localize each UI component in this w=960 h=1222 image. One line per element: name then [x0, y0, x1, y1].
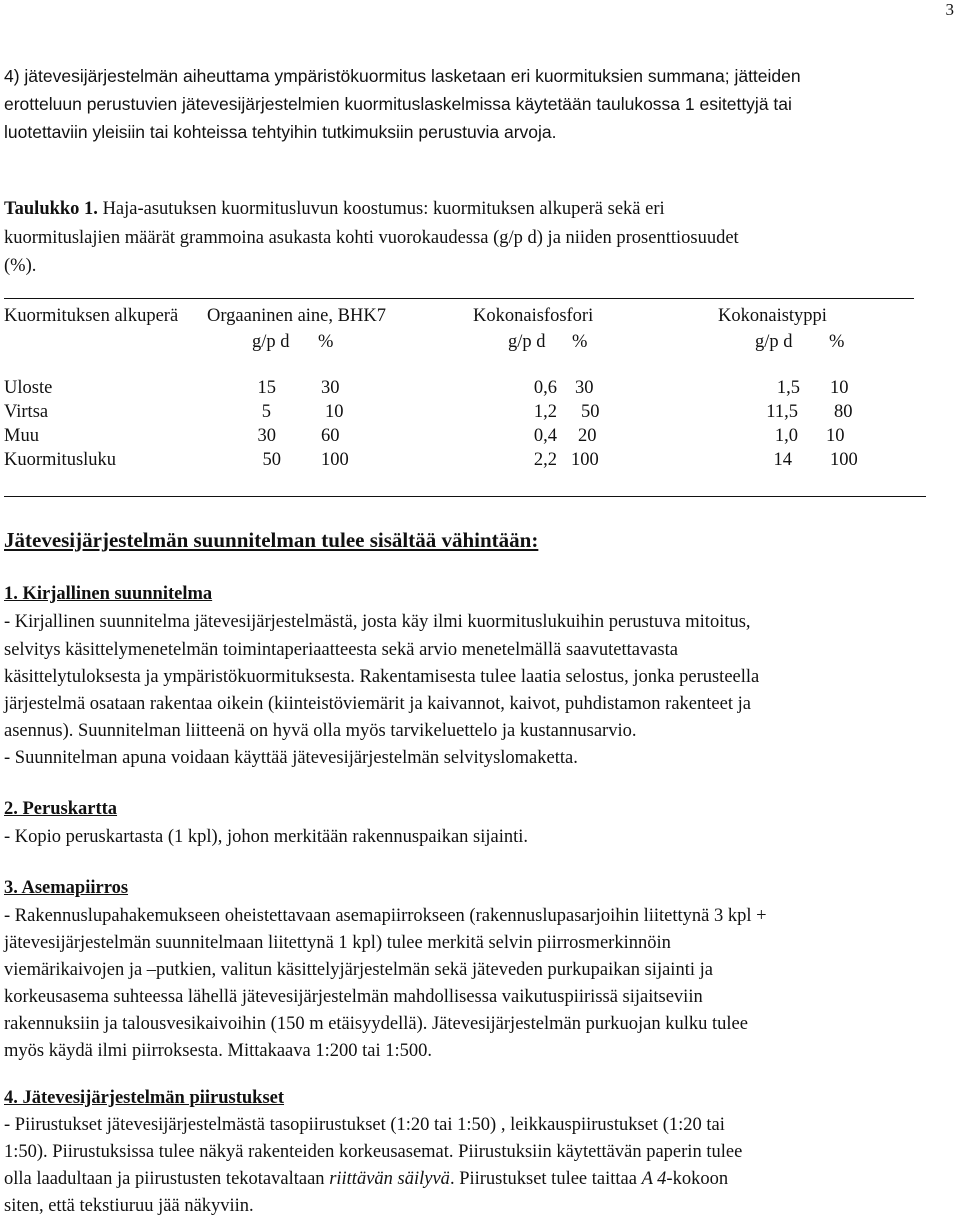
row-label: Uloste	[4, 378, 53, 398]
unit-phosphorus-gpd: g/p d	[508, 332, 546, 352]
row-organic-gpd: 15	[257, 378, 276, 398]
row-organic-pct: 10	[325, 402, 344, 422]
unit-organic-pct: %	[318, 332, 334, 352]
row-phosphorus-pct: 100	[571, 450, 599, 470]
row-organic-gpd: 50	[262, 450, 281, 470]
row-nitrogen-pct: 80	[834, 402, 853, 422]
s2-line: - Kopio peruskartasta (1 kpl), johon merkitään rakennuspaikan sijainti.	[4, 827, 529, 847]
s1-title: 1. Kirjallinen suunnitelma	[4, 584, 213, 604]
s4-line: 1:50). Piirustuksissa tulee näkyä rakenteiden korkeusasemat. Piirustuksiin käytettävän paperin tulee	[4, 1142, 743, 1162]
s4-line-4: siten, että tekstiuruu jää näkyviin.	[4, 1196, 254, 1216]
unit-nitrogen-pct: %	[829, 332, 845, 352]
row-organic-pct: 60	[321, 426, 340, 446]
s4-line-3-part-a: olla laadultaan ja piirustusten tekotavaltaan	[4, 1169, 330, 1189]
row-organic-gpd: 30	[257, 426, 276, 446]
s4-line-3-italic-size: A 4	[641, 1169, 667, 1189]
table-caption-label: Taulukko 1.	[4, 199, 98, 219]
unit-nitrogen-gpd: g/p d	[755, 332, 793, 352]
intro-line-3: luotettaviin yleisiin tai kohteissa tehtyihin tutkimuksiin perustuvia arvoja.	[4, 122, 557, 142]
row-phosphorus-gpd: 1,2	[533, 402, 557, 422]
intro-line-2: erotteluun perustuvien jätevesijärjestelmien kuormituslaskelmissa käytetään taulukossa 1 esitettyjä tai	[4, 94, 792, 114]
row-phosphorus-pct: 20	[578, 426, 597, 446]
row-phosphorus-gpd: 0,6	[533, 378, 557, 398]
row-nitrogen-gpd: 1,5	[776, 378, 800, 398]
table-caption-text: Haja-asutuksen kuormitusluvun koostumus: kuormituksen alkuperä sekä eri	[97, 199, 665, 219]
s1-line: asennus). Suunnitelman liitteenä on hyvä olla myös tarvikeluettelo ja kustannusarvio.	[4, 721, 637, 741]
s4-line: - Piirustukset jätevesijärjestelmästä tasopiirustukset (1:20 tai 1:50) , leikkauspiirustukset (1:20 tai	[4, 1115, 725, 1135]
s1-line: käsittelytuloksesta ja ympäristökuormituksesta. Rakentamisesta tulee laatia selostus, jonka perusteella	[4, 667, 760, 687]
row-nitrogen-gpd: 14	[773, 450, 792, 470]
table-caption-line-1	[4, 197, 665, 221]
row-organic-gpd: 5	[261, 402, 271, 422]
s4-line-3	[4, 1167, 728, 1191]
header-origin: Kuormituksen alkuperä	[4, 306, 179, 326]
s4-line-3-part-c: -kokoon	[666, 1169, 729, 1189]
row-phosphorus-gpd: 2,2	[533, 450, 557, 470]
row-nitrogen-pct: 10	[830, 378, 849, 398]
s4-line-3-italic: riittävän säilyvä	[329, 1169, 450, 1189]
s4-title: 4. Jätevesijärjestelmän piirustukset	[4, 1088, 285, 1108]
s3-line: jätevesijärjestelmän suunnitelmaan liitettynä 1 kpl) tulee merkitä selvin piirrosmerkinnöin	[4, 933, 671, 953]
s2-title: 2. Peruskartta	[4, 799, 118, 819]
page-number: 3	[945, 0, 954, 19]
s3-line: korkeusasema suhteessa lähellä jätevesijärjestelmän mahdollisessa vaikutuspiirissä sijaitseviin	[4, 987, 703, 1007]
row-label: Muu	[4, 426, 39, 446]
row-nitrogen-pct: 100	[830, 450, 858, 470]
unit-phosphorus-pct: %	[572, 332, 588, 352]
table-top-rule	[4, 298, 914, 299]
section-heading: Jätevesijärjestelmän suunnitelman tulee sisältää vähintään:	[4, 528, 539, 552]
table-caption-line-3: (%).	[4, 256, 37, 276]
s3-line: myös käydä ilmi piirroksesta. Mittakaava 1:200 tai 1:500.	[4, 1041, 432, 1061]
s3-title: 3. Asemapiirros	[4, 878, 129, 898]
row-nitrogen-gpd: 1,0	[774, 426, 798, 446]
row-nitrogen-pct: 10	[826, 426, 845, 446]
row-phosphorus-pct: 50	[581, 402, 600, 422]
s4-line-3-part-b: . Piirustukset tulee taittaa	[449, 1169, 642, 1189]
intro-line-1: 4) jätevesijärjestelmän aiheuttama ympäristökuormitus lasketaan eri kuormituksien summana; jätteiden	[4, 66, 801, 86]
s1-line: selvitys käsittelymenetelmän toimintaperiaatteesta sekä arvio menetelmällä saavutettavasta	[4, 640, 678, 660]
table-bottom-rule	[4, 496, 926, 497]
row-phosphorus-gpd: 0,4	[533, 426, 557, 446]
header-nitrogen: Kokonaistyppi	[718, 306, 827, 326]
s3-line: rakennuksiin ja talousvesikaivoihin (150 m etäisyydellä). Jätevesijärjestelmän purkuojan kulku tulee	[4, 1014, 748, 1034]
row-phosphorus-pct: 30	[575, 378, 594, 398]
s1-line: järjestelmä osataan rakentaa oikein (kiinteistöviemärit ja kaivannot, kaivot, puhdistamon rakenteet ja	[4, 694, 751, 714]
table-caption-line-2: kuormituslajien määrät grammoina asukasta kohti vuorokaudessa (g/p d) ja niiden prosenttiosuudet	[4, 228, 739, 248]
row-organic-pct: 100	[321, 450, 349, 470]
s3-line: viemärikaivojen ja –putkien, valitun käsittelyjärjestelmän sekä jäteveden purkupaikan sijainti ja	[4, 960, 713, 980]
row-label: Virtsa	[4, 402, 49, 422]
row-organic-pct: 30	[321, 378, 340, 398]
unit-organic-gpd: g/p d	[252, 332, 290, 352]
s3-line: - Rakennuslupahakemukseen oheistettavaan asemapiirrokseen (rakennuslupasarjoihin liitettynä 3 kpl +	[4, 906, 767, 926]
header-phosphorus: Kokonaisfosfori	[473, 306, 594, 326]
s1-line: - Kirjallinen suunnitelma jätevesijärjestelmästä, josta käy ilmi kuormituslukuihin perustuva mitoitus,	[4, 612, 751, 632]
row-nitrogen-gpd: 11,5	[766, 402, 798, 422]
row-label: Kuormitusluku	[4, 450, 117, 470]
header-organic: Orgaaninen aine, BHK7	[207, 306, 386, 326]
s1-line: - Suunnitelman apuna voidaan käyttää jätevesijärjestelmän selvityslomaketta.	[4, 748, 578, 768]
